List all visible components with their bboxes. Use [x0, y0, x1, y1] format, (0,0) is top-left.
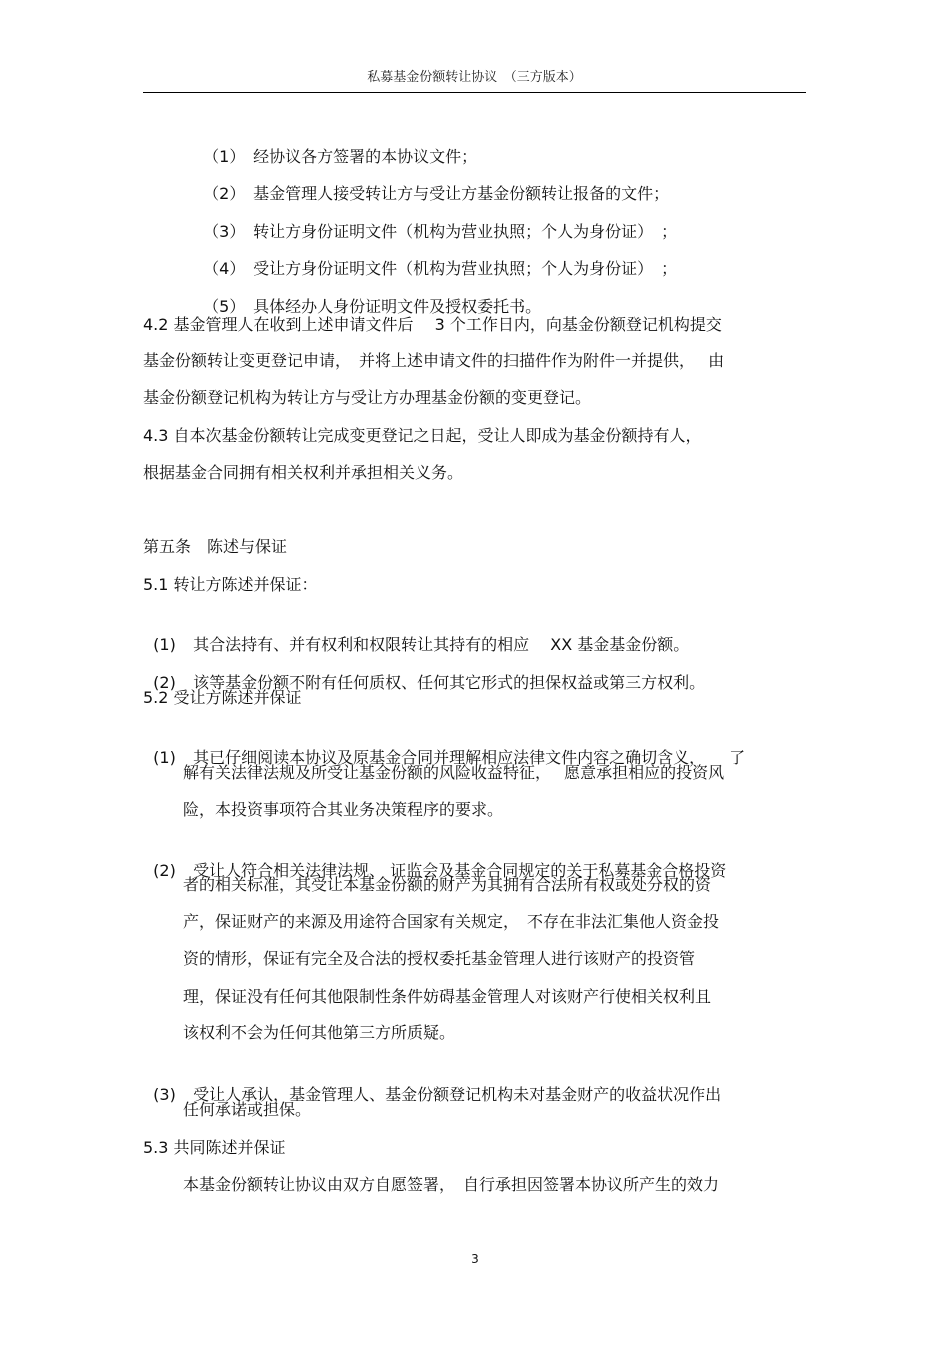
list-item-number: （4）: [203, 259, 246, 278]
list-item-number: （2）: [203, 184, 246, 203]
list-item-continuation: 者的相关标准，其受让本基金份额的财产为其拥有合法所有权或处分权的资: [183, 875, 712, 894]
list-item-number: (1): [153, 635, 176, 654]
list-item-number: (2): [153, 673, 176, 692]
clause-4-2-line: 基金份额登记机构为转让方与受让方办理基金份额的变更登记。: [143, 388, 592, 407]
list-item-number: (2): [153, 861, 176, 880]
clause-4-3-line: 4.3 自本次基金份额转让完成变更登记之日起，受让人即成为基金份额持有人，: [143, 426, 702, 445]
list-item-text: 其合法持有、并有权利和权限转让其持有的相应 XX 基金基金份额。: [193, 635, 690, 654]
list-item-number: （1）: [203, 147, 246, 166]
clause-4-3-line: 根据基金合同拥有相关权利并承担相关义务。: [143, 463, 464, 482]
list-item-text: 受让人承认，基金管理人、基金份额登记机构未对基金财产的收益状况作出: [193, 1085, 722, 1104]
list-item-continuation: 任何承诺或担保。: [183, 1100, 312, 1119]
list-item-continuation: 该权利不会为任何其他第三方所质疑。: [183, 1023, 456, 1042]
header-rule: [143, 92, 806, 93]
list-item-text: 受让方身份证明文件（机构为营业执照；个人为身份证） ；: [253, 259, 678, 278]
list-item-number: （5）: [203, 297, 246, 316]
clause-5-3-line: 本基金份额转让协议由双方自愿签署， 自行承担因签署本协议所产生的效力: [183, 1175, 720, 1194]
list-item: [193, 274, 541, 318]
clause-5-3-heading: 5.3 共同陈述并保证: [143, 1138, 286, 1157]
list-item-text: 其已仔细阅读本协议及原基金合同并理解相应法律文件内容之确切含义， 了: [193, 748, 746, 767]
list-item-text: 该等基金份额不附有任何质权、任何其它形式的担保权益或第三方权利。: [193, 673, 706, 692]
list-item-continuation: 险，本投资事项符合其业务决策程序的要求。: [183, 800, 504, 819]
list-item-number: (3): [153, 1085, 176, 1104]
page-number: 3: [471, 1252, 479, 1266]
running-header: 私募基金份额转让协议 （三方版本）: [367, 70, 582, 85]
list-item-text: 转让方身份证明文件（机构为营业执照；个人为身份证） ；: [253, 222, 678, 241]
list-item-text: 具体经办人身份证明文件及授权委托书。: [253, 297, 542, 316]
list-item-continuation: 解有关法律法规及所受让基金份额的风险收益特征， 愿意承担相应的投资风: [183, 763, 725, 782]
list-item-number: (1): [153, 748, 176, 767]
list-item-continuation: 产，保证财产的来源及用途符合国家有关规定， 不存在非法汇集他人资金投: [183, 912, 720, 931]
list-item-continuation: 资的情形，保证有完全及合法的授权委托基金管理人进行该财产的投资管: [183, 949, 696, 968]
list-item-text: 基金管理人接受转让方与受让方基金份额转让报备的文件；: [253, 184, 670, 203]
clause-4-2-line: 基金份额转让变更登记申请， 并将上述申请文件的扫描件作为附件一并提供， 由: [143, 351, 725, 370]
list-item-text: 经协议各方签署的本协议文件；: [253, 147, 478, 166]
clause-5-2-heading: 5.2 受让方陈述并保证: [143, 688, 302, 707]
article-5-title: 第五条 陈述与保证: [143, 537, 288, 556]
list-item-text: 受让人符合相关法律法规、 证监会及基金合同规定的关于私募基金合格投资: [193, 861, 727, 880]
clause-5-1-heading: 5.1 转让方陈述并保证：: [143, 575, 318, 594]
list-item-continuation: 理，保证没有任何其他限制性条件妨碍基金管理人对该财产行使相关权利且: [183, 987, 712, 1006]
clause-4-2-line: 4.2 基金管理人在收到上述申请文件后 3 个工作日内，向基金份额登记机构提交: [143, 315, 722, 334]
list-item-number: （3）: [203, 222, 246, 241]
